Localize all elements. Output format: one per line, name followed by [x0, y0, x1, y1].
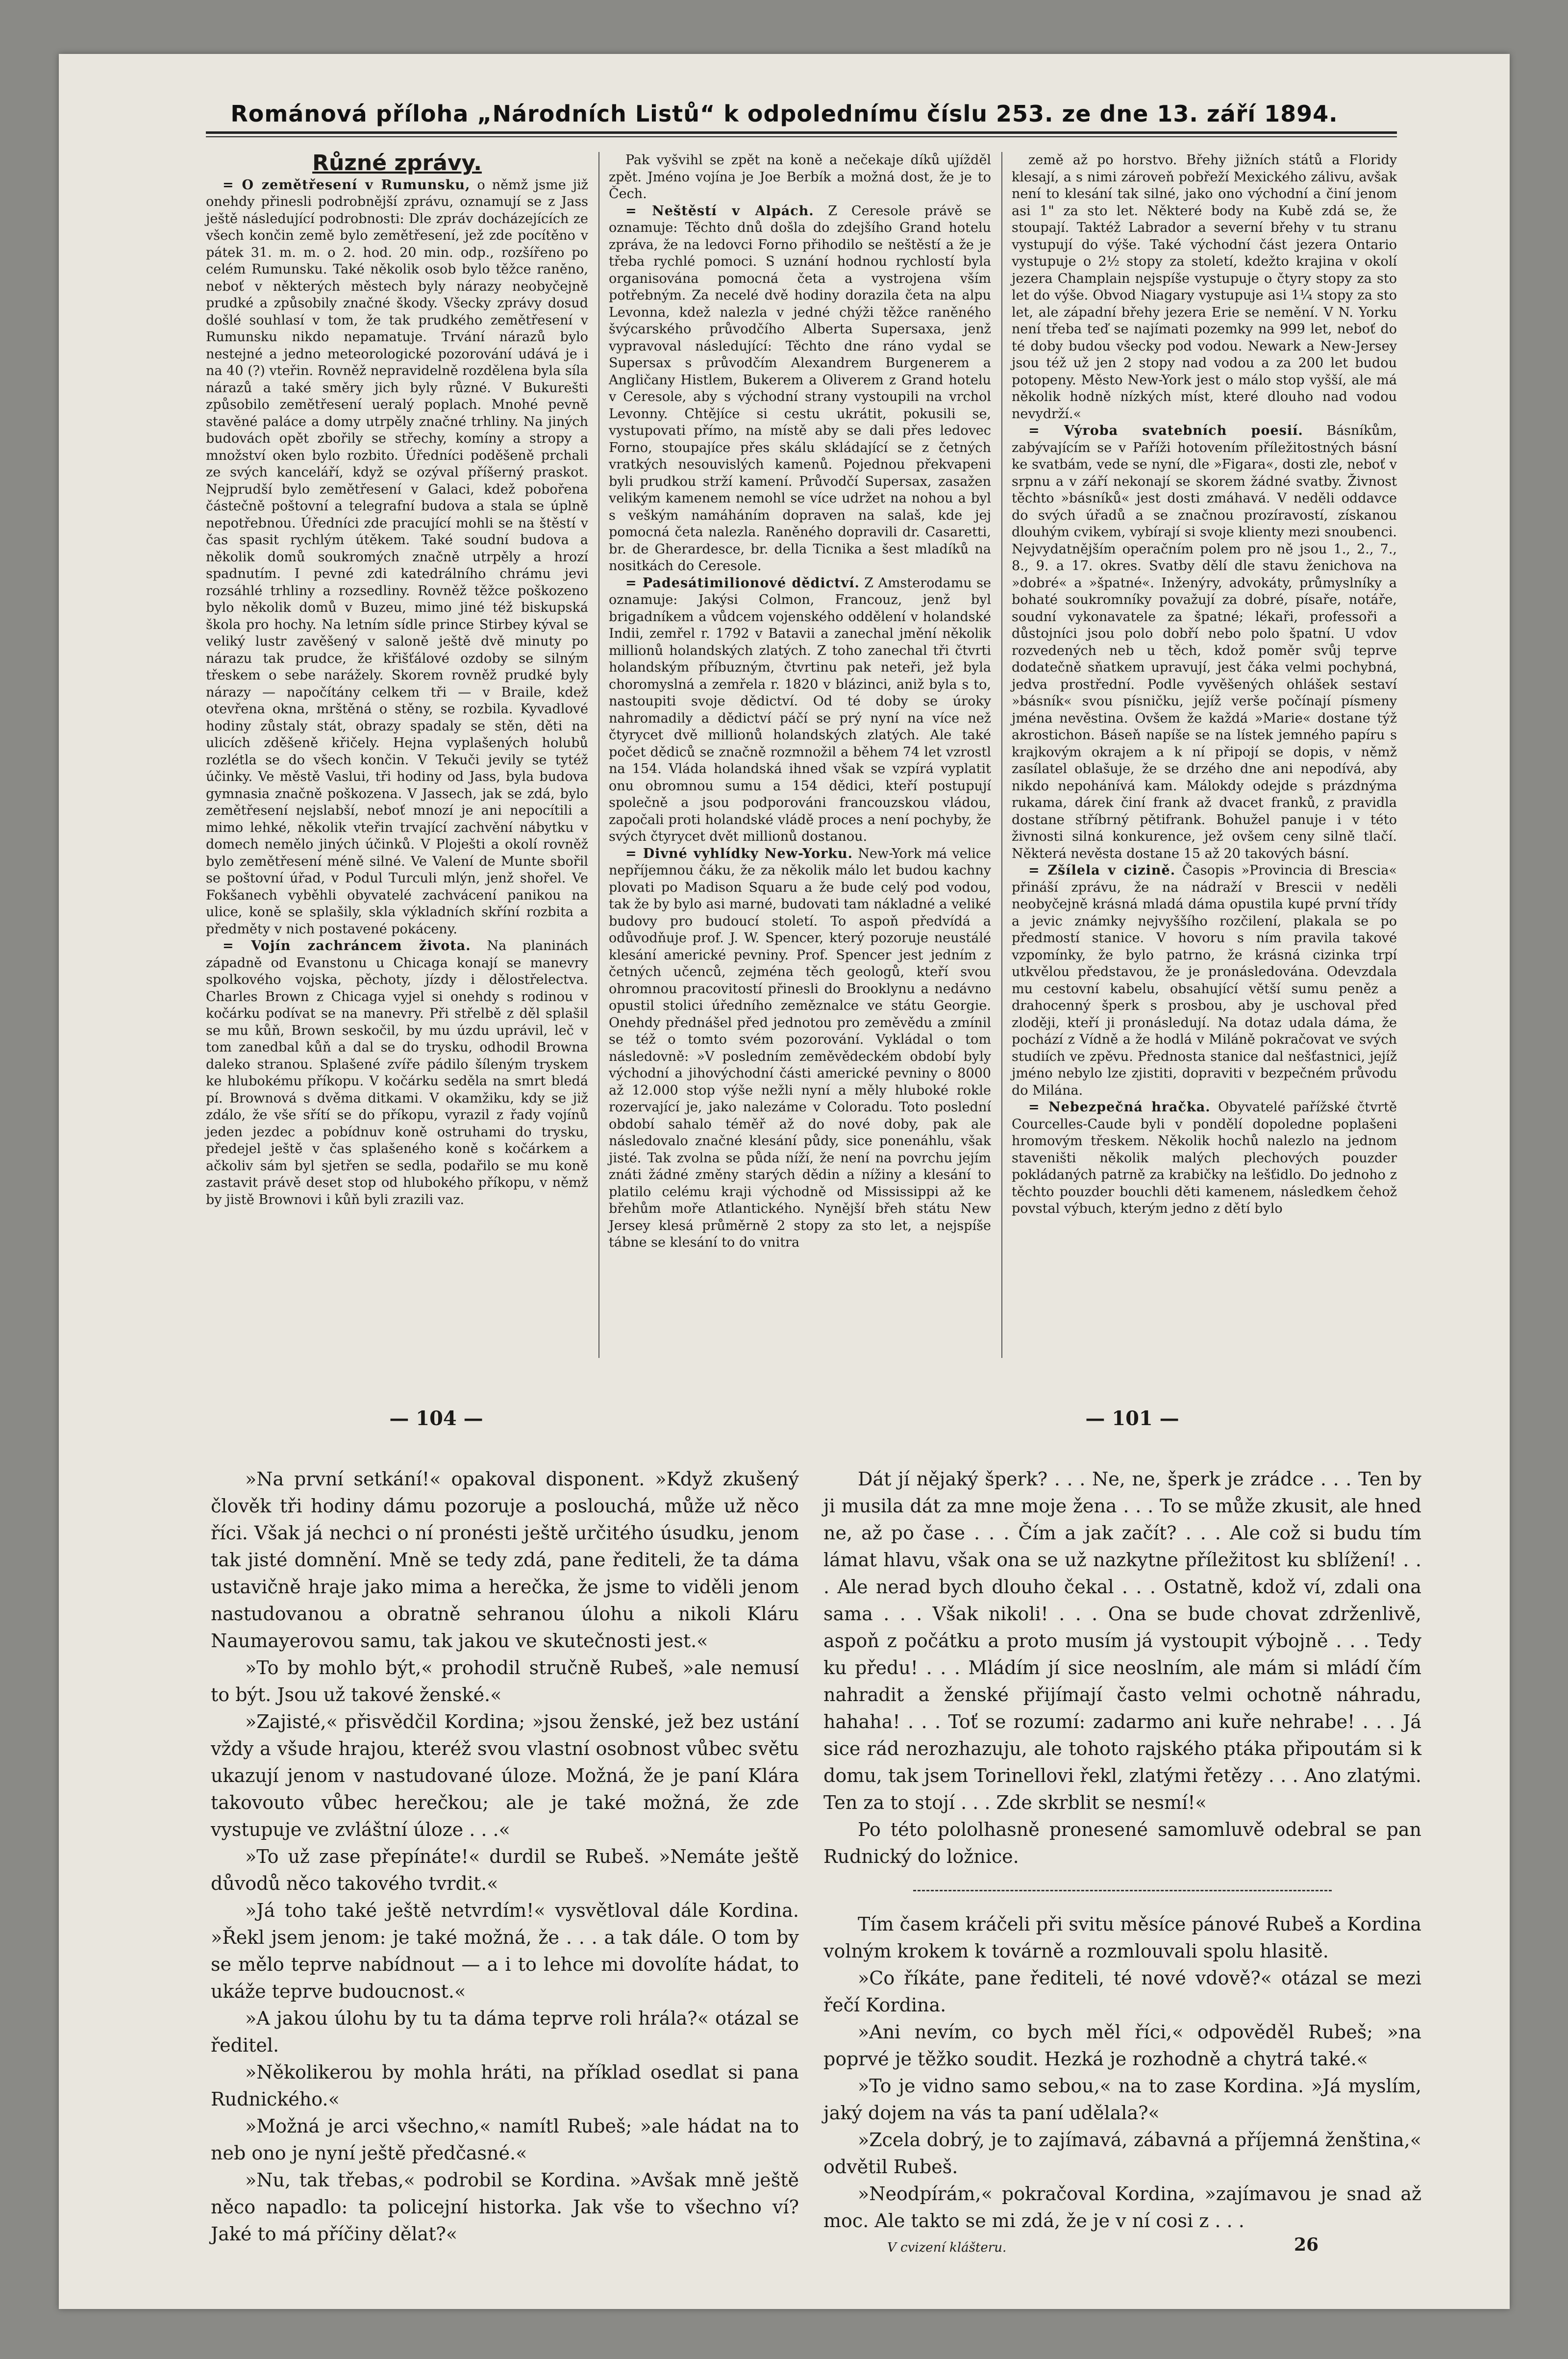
news-item-text: New-York má velice nepříjemnou čáku, že za několik málo let budou kachny plovati po Madison Squaru a že bude celý pod vodou, tak že by bylo asi marné, budovati tam nákladné a veliké budovy pro budoucí století. To aspoň předvídá a odůvodňuje prof. J. W. Spencer, který pozoruje neustálé klesání americké pevniny. Prof. Spencer jest jedním z četných učenců, zejména těch geologů, kteří svou ohromnou pracovitostí přinesli do Brooklynu a nedávno opustil stolici úředního zeměznalce ve státu Georgie. Onehdy přednášel před jednotou pro zeměvědu a zmínil se též o tomto svém pozorování. Vykládal o tom následovně: »V posledním zeměvědeckém období byly východní a jihovýchodní části americké pevniny o 8000 až 12.000 stop výše nežli nyní a měly hluboké rokle rozervající je, jako nalezáme v Coloradu. Toto poslední období sahalo téměř až do nové doby, pak ale následovalo značné klesání půdy, sice ponenáhlu, však jisté. Tak zvolna se půda níží, že není na povrchu jejím znáti žádné změny starých dědin a nížiny a klesání to platilo celému kraji východně od Mississippi až ke břehům moře Atlantického. Nynější břeh státu New Jersey klesá průměrně 2 stopy za sto let, a nejspíše tábne se klesání to do vnitra [609, 846, 992, 1250]
novel-paragraph: »Nu, tak třebas,« podrobil se Kordina. »Avšak mně ještě něco napadlo: ta policejní historka. Jak vše to všechno ví? Jaké to má příčiny dělat?« [211, 2169, 799, 2245]
news-item-text: Z Ceresole právě se oznamuje: Těchto dnů došla do zdejšího Grand hotelu zpráva, že na ledovci Forno přihodilo se neštěstí a že je třeba rychlé pomoci. S uznání hodnou rychlostí byla organisována pomocná četa a vystrojena vším potřebným. Za necelé dvě hodiny dorazila četa na alpu Levonna, kdež nalezla v jedné chýži těžce raněného švýcarského průvodčího Alberta Supersaxa, jenž vypravoval následující: Těchto dne ráno vydal se Supersax s průvodčím Alexandrem Burgenerem a Angličany Histlem, Bukerem a Oliverem z Grand hotelu v Ceresole, aby s východní strany vystoupili na vrchol Levonny. Chtějíce si cestu ukrátit, pokusili se, vystupovati přímo, na místě aby se dali přes ledovec Forno, stoupajíce přes skálu skládající se z četných vratkých nesouvislých kamenů. Pojednou překvapeni byli prudkou strží kamení. Průvodčí Supersax, zasažen velikým kamenem nemohl se více udržet na nohou a byl s veškým namáháním dopraven na salaš, kde jej pomocná četa nalezla. Raněného dopravili dr. Casaretti, br. de Gherardesce, br. della Ticnika a šest mladíků na nositkách do Ceresole. [609, 203, 991, 574]
novel-paragraph: »Zajisté,« přisvědčil Kordina; »jsou ženské, jež bez ustání vždy a všude hrajou, kteréž svou vlastní osobnost vůbec světu ukazují jenom v nastudované úloze. Možná, že je paní Klára takovouto vůbec herečkou; ale je také možná, že zde vystupuje ve zvláštní úloze . . .« [211, 1711, 799, 1840]
novel-page-left [211, 1466, 799, 2245]
news-item-heading: = Neštěstí v Alpách. [625, 203, 814, 219]
news-paragraph [609, 152, 991, 203]
novel-paragraph: »Neodpírám,« pokračoval Kordina, »zajímavou je snad až moc. Ale takto se mi zdá, že je v ní cosi z . . . [823, 2183, 1421, 2232]
news-item-heading: = Padesátimilionové dědictví. [625, 575, 860, 591]
novel-paragraph: »Možná je arci všechno,« namítl Rubeš; »ale hádat na to neb ono je nyní ještě předčasné.« [211, 2115, 799, 2164]
novel-paragraph: »To je vidno samo sebou,« na to zase Kordina. »Já myslím, jaký dojem na vás ta paní udělala?« [823, 2075, 1421, 2124]
column-divider [1001, 152, 1002, 1358]
news-item-text: země až po horstvo. Břehy jižních států a Floridy klesají, a s nimi zároveň pobřeží Mexického zálivu, avšak není to klesání tak silné, jako ono východní a činí jenom asi 1" za sto let. Některé body na Kubě zdá se, že stoupají. Taktéž Labrador a severní břehy v tu stranu vystupují do výše. Také východní část jezera Ontario vystupuje o 2½ stopy za století, kdežto krajina v okolí jezera Champlain nejspíše vystupuje o čtyry stopy za sto let do výše. Obvod Niagary vystupuje asi 1¼ stopy za sto let, ale západní břehy jezera Erie se nemění. V N. Yorku není třeba teď se najímati pozemky na 999 let, neboť do té doby budou všecky pod vodou. Newark a New-Jersey jsou též už jen 2 stopy nad vodou a za 200 let budou potopeny. Město New-York jest o málo stop vyšší, ale má několik hodně nízkých míst, které dlouho nad vodou nevydrží.« [1012, 152, 1397, 422]
novel-paragraph: »A jakou úlohu by tu ta dáma teprve roli hrála?« otázal se ředitel. [211, 2008, 799, 2056]
news-item [206, 177, 588, 938]
news-item-heading: = Výroba svatebních poesií. [1028, 423, 1303, 438]
news-item-heading: = Zšílela v cizině. [1028, 863, 1176, 878]
news-item-heading: = Nebezpečná hračka. [1028, 1100, 1211, 1115]
header-rule-thin [206, 136, 1397, 137]
novel-paragraph: »Já toho také ještě netvrdím!« vysvětloval dále Kordina. »Řekl jsem jenom: je také možná, že . . . a tak dále. O tom by se mělo teprve nabídnout — a i to lehce mi dovolíte hádat, to ukáže teprve budoucnost.« [211, 1900, 799, 2002]
news-item-text: Básníkům, zabývajícím se v Paříži hotovením příležitostných básní ke svatbám, vede se nyní, dle »Figara«, dosti zle, neboť v srpnu a v září nekonají se skorem žádné svatby. Živnost těchto »básníků« jest dosti zmáhavá. V neděli oddavce do svých úřadů a se značnou prozíravostí, získanou dlouhým cvikem, vybírají si svoje klienty mezi snoubenci. Nejvydatnějším operačním polem pro ně jsou 1., 2., 7., 8., 9. a 17. okres. Svatby dělí dle stavu ženichova na »dobré« a »špatné«. Inženýry, advokáty, průmyslníky a bohaté soukromníky považují za dobré, písaře, notáře, soudní vykonavatele za špatné; lékaři, professoři a důstojníci jsou polo dobří nebo polo špatní. U vdov rozvedených neb u těch, kdož poměr svůj teprve dodatečně sňatkem upravují, jest čáka velmi pochybná, jedva prostřední. Podle vyvěšených ohlášek sestaví »básník« svou písničku, jejíž verše počínají písmeny jména nevěstina. Ovšem že každá »Marie« dostane týž akrostichon. Báseň napíše se na lístek jemného papíru s krajkovým okrajem a k ní připojí se dopis, v němž zasílatel oblašuje, že se drzého dne ani nepodívá, aby nikdo nepohánívá kam. Málokdy odejde s prázdnýma rukama, dárek činí frank až dvacet franků, z pravidla dostane stříbrný pětifrank. Bohužel panuje i v této živnosti silná konkurence, jež ovšem ceny silně tlačí. Některá nevěsta dostane 15 až 20 takových básní. [1012, 423, 1397, 861]
news-item-heading: = Divné vyhlídky New-Yorku. [625, 846, 853, 861]
column-2 [609, 152, 991, 1358]
news-item-text: Obyvatelé pařížské čtvrtě Courcelles-Caude byli v pondělí dopoledne poplašeni hromovým třeskem. Několik hochů nalezlo na jednom staveništi několik malých plechových pouzder pokládaných patrně za krabičky na lešťidlo. Do jednoho z těchto pouzder bouchli děti kamenem, následkem čehož povstal výbuch, kterým jedno z dětí bylo [1012, 1100, 1397, 1216]
news-item [609, 846, 991, 1252]
column-1 [206, 152, 588, 1358]
news-item [609, 203, 991, 575]
novel-passage-a [823, 1466, 1421, 1870]
news-item-text: Z Amsterodamu se oznamuje: Jakýsi Colmon, Francouz, jenž byl brigadníkem a vůdcem vojenského oddělení v holandské Indii, zemřel r. 1792 v Batavii a zanechal jmění několik millionů holandských zlatých. Z toho zanechal tři čtvrti holandským příbuzným, čtvrtinu pak neteři, jež byla choromyslná a zemřela r. 1820 v blázinci, aniž byla s to, nastoupiti svoje dědictví. Od té doby se úroky nahromadily a dědictví páčí se prý nyní na více než čtyrycet dvě millionů holandských zlatých. Ale také počet dědiců se značně rozmnožil a během 74 let vzrostl na 154. Vláda holandská ihned však se vzpírá vyplatit onu obromnou sumu a 154 dědici, kteří postupují společně a jsou podporováni francouzskou vládou, započali proti holandské vládě proces a není pochyby, že svých čtyrycet dvět millionů dostanou. [609, 575, 991, 844]
section-title: Různé zprávy. [312, 151, 482, 176]
news-item [1012, 1099, 1397, 1218]
novel-paragraph: »Na první setkání!« opakoval disponent. »Když zkušený člověk tři hodiny dámu pozoruje a poslouchá, může už něco říci. Však já nechci o ní pronésti ještě určitého úsudku, jenom tak jisté domnění. Mně se tedy zdá, pane řediteli, že ta dáma ustavičně hraje jako mima a herečka, že jsme to viděli jenom nastudovanou a obratně sehranou úlohu a nikoli Kláru Naumayerovou samu, tak jakou ve skutečnosti jest.« [211, 1468, 799, 1652]
column-3 [1012, 152, 1397, 1358]
column-divider [598, 152, 599, 1358]
news-item [1012, 862, 1397, 1099]
novel-paragraph: Po této pololhasně pronesené samomluvě odebral se pan Rudnický do ložnice. [823, 1819, 1421, 1867]
novel-paragraph: »Ani nevím, co bych měl říci,« odpověděl Rubeš; »na poprvé je těžko soudit. Hezká je rozhodně a chytrá také.« [823, 2021, 1421, 2070]
page-number-right: — 101 — [1085, 1407, 1179, 1430]
novel-passage-b [823, 1911, 1421, 2234]
page-number-left: — 104 — [389, 1407, 483, 1430]
news-item-text: o němž jsme již onehdy přinesli podrobnější zprávu, oznamují se z Jass ještě následující podrobnosti: Dle zpráv docházejících ze všech končin země bylo zemětřesení, jež zde pocítěno v pátek 31. m. m. o 2. hod. 20 min. odp., rozšířeno po celém Rumunsku. Také několik osob bylo těžce raněno, neboť v některých městech byly nárazy neobyčejně prudké a způsobily značné škody. Všecky zprávy dosud došlé souhlasí v tom, že tak prudkého zemětřesení v Rumunsku nikdo nepamatuje. Trvání nárazů bylo nestejné a jedno meteorologické pozorování udává je i na 40 (?) vteřin. Rovněž nepravidelně rozdělena byla síla nárazů a také směry jich byly různé. V Bukurešti způsobilo zemětřesení ueralý poplach. Mnohé pevně stavěné paláce a domy utrpěly značné trhliny. Na jiných budovách opět zbořily se střechy, komíny a stropy a množství oken bylo rozbito. Úředníci poděšeně prchali ze svých kanceláří, když se ozýval příšerný praskot. Nejprudší bylo zemětřesení v Galaci, kdež pobořena částečně poštovní a telegrafní budova a stala se úplně nepotřebnou. Úředníci zde pracující mohli se na štěstí v čas spasit rychlým útěkem. Také soudní budova a několik domů soukromých značně utrpěly a hrozí spadnutím. I pevné zdi katedrálního chrámu jevi rozsáhlé trhliny a rozsedliny. Rovněž těžce poškozeno bylo několik domů v Buzeu, mimo jiné též biskupská škola pro hochy. Na letním sídle prince Stirbey kýval se veliký lustr zavěšený v saloně ještě dvě minuty po nárazu tak prudce, že křišťálové ozdoby se silným třeskem o sebe narážely. Skorem rovněž prudké byly nárazy — napočítány celkem tři — v Braile, kdež otevřena okna, mrštěná o stěny, se rozbila. Kyvadlové hodiny zůstaly stát, obrazy spadaly se stěn, děti na ulicích zděšeně křičely. Hejna vyplašených holubů rozlétla se do všech končin. V Tekuči jevily se tytéž účinky. Ve městě Vaslui, tři hodiny od Jass, byla budova gymnasia značně poškozena. V Jassech, jak se zdá, bylo zemětřesení nejslabší, neboť mnozí je ani nepocítili a mimo lehké, několik vteřin trvající zachvění nábytku v domech nemělo jiných účinků. V Ploješti a okolí rovněž bylo zemětřesení méně silné. Ve Valení de Munte sbořil se poštovní úřad, v Podul Turculi mlýn, jenž shořel. Ve Fokšanech vyběhli obyvatelé zachvácení panikou na ulice, koně se splašily, skla výkladních skříní rozbita a předměty v nich postavené pokáceny. [206, 177, 588, 937]
novel-paragraph: »Zcela dobrý, je to zajímavá, zábavná a příjemná ženština,« odvětil Rubeš. [823, 2129, 1421, 2178]
news-item [206, 938, 588, 1208]
header-rule [206, 131, 1397, 134]
novel-paragraph: »Několikerou by mohla hráti, na příklad osedlat si pana Rudnického.« [211, 2061, 799, 2110]
novel-paragraph: Tím časem kráčeli při svitu měsíce pánové Rubeš a Kordina volným krokem k továrně a rozmlouvali spolu hlasitě. [823, 1913, 1421, 1962]
novel-paragraph: »To by mohlo být,« prohodil stručně Rubeš, »ale nemusí to být. Jsou už takové ženské.« [211, 1657, 799, 1706]
newspaper-sheet [59, 54, 1510, 2309]
news-item-heading: = Vojín zachráncem života. [223, 938, 471, 954]
novel-page-right [823, 1466, 1421, 2231]
news-item [609, 575, 991, 846]
news-item-text: Na planinách západně od Evanstonu u Chicaga konají se manevry spolkového vojska, pěchoty, jízdy i dělostřelectva. Charles Brown z Chicaga vyjel si onehdy s rodinou v kočárku podívat se na manevry. Při střelbě z děl splašil se mu kůň, Brown seskočil, by mu úzdu uprávil, leč v tom zanedbal kůň a dal se do trysku, odhodil Browna daleko stranou. Splašené zvíře pádilo šíleným tryskem ke hlubokému příkopu. V kočárku seděla na smrt bledá pí. Brownová s dvěma ditkami. V okamžiku, kdy se již zdálo, že vše sřítí se do příkopu, vyrazil z řady vojínů jeden jezdec a pobídnuv koně ostruhami do trysku, předejel ještě v čas splašeného koně s kočárkem a ačkoliv sám byl sjetřen se sedla, podařilo se mu koně zastavit právě deset stop od hlubokého příkopu, v němž by jistě Brownovi i kůň byli zrazili vaz. [206, 938, 588, 1207]
news-item [1012, 423, 1397, 862]
news-paragraph [1012, 152, 1397, 423]
scene-break-rule [913, 1890, 1332, 1891]
footer-note: V cvizení klášteru. [887, 2240, 1007, 2255]
footer-signature-number: 26 [1294, 2234, 1319, 2255]
novel-paragraph: »To už zase přepínáte!« durdil se Rubeš. »Nemáte ještě důvodů něco takového tvrdit.« [211, 1846, 799, 1894]
news-item-text: Časopis »Provincia di Brescia« přináší zprávu, že na nádraží v Brescii v neděli neobyčejně krásná mladá dáma opustila kupé první třídy a jevic známky nejvyššího rozčilení, plakala se po předmostí stanice. V hovoru s ním pravila takové vzpomínky, že bylo patrno, že krásná cizinka trpí utkvělou představou, že je pronásledována. Odevzdala mu cestovní kabelu, obsahující větší sumu peněz a drahocenný šperk s prosbou, aby je uschoval před zloději, kteří ji pronásledují. Na dotaz udala dáma, že pochází z Vídně a že hodlá v Miláně pokračovat ve svých studiích ve zpěvu. Přednosta stanice dal nešťastnici, jejíž jméno nebylo lze zjistiti, dopraviti v bezpečném průvodu do Milána. [1012, 863, 1397, 1098]
page-header: Románová příloha „Národních Listů“ k odpolednímu číslu 253. ze dne 13. září 1894. [230, 100, 1338, 127]
news-item-heading: = O zemětřesení v Rumunsku, [223, 177, 471, 193]
novel-paragraph: Dát jí nějaký šperk? . . . Ne, ne, šperk je zrádce . . . Ten by ji musila dát za mne moje žena . . . To se může zkusit, ale hned ne, až po čase . . . Čím a jak začít? . . . Ale což si budu tím lámat hlavu, však ona se už nazkytne příležitost ku sblížení! . . . Ale nerad bych dlouho čekal . . . Ostatně, kdož ví, zdali ona sama . . . Však nikoli! . . . Ona se bude chovat zdrženlivě, aspoň z počátku a proto musím já vystoupit výbojně . . . Tedy ku předu! . . . Mládím jí sice neoslním, ale mám si mládí čím nahradit a ženské přijímají často velmi ochotně náhradu, hahaha! . . . Toť se rozumí: zadarmo ani kuře nehrabe! . . . Já sice rád nerozhazuju, ale tohoto rajského ptáka připoutám si k domu, tak jsem Torinellovi řekl, zlatými řetězy . . . Ano zlatými. Ten za to stojí . . . Zde skrblit se nesmí!« [823, 1468, 1421, 1813]
news-columns [206, 152, 1397, 1358]
news-item-text: Pak vyšvihl se zpět na koně a nečekaje díků ujížděl zpět. Jméno vojína je Joe Berbík a možná dost, že je to Čech. [609, 152, 991, 201]
novel-paragraph: »Co říkáte, pane řediteli, té nové vdově?« otázal se mezi řečí Kordina. [823, 1967, 1421, 2016]
